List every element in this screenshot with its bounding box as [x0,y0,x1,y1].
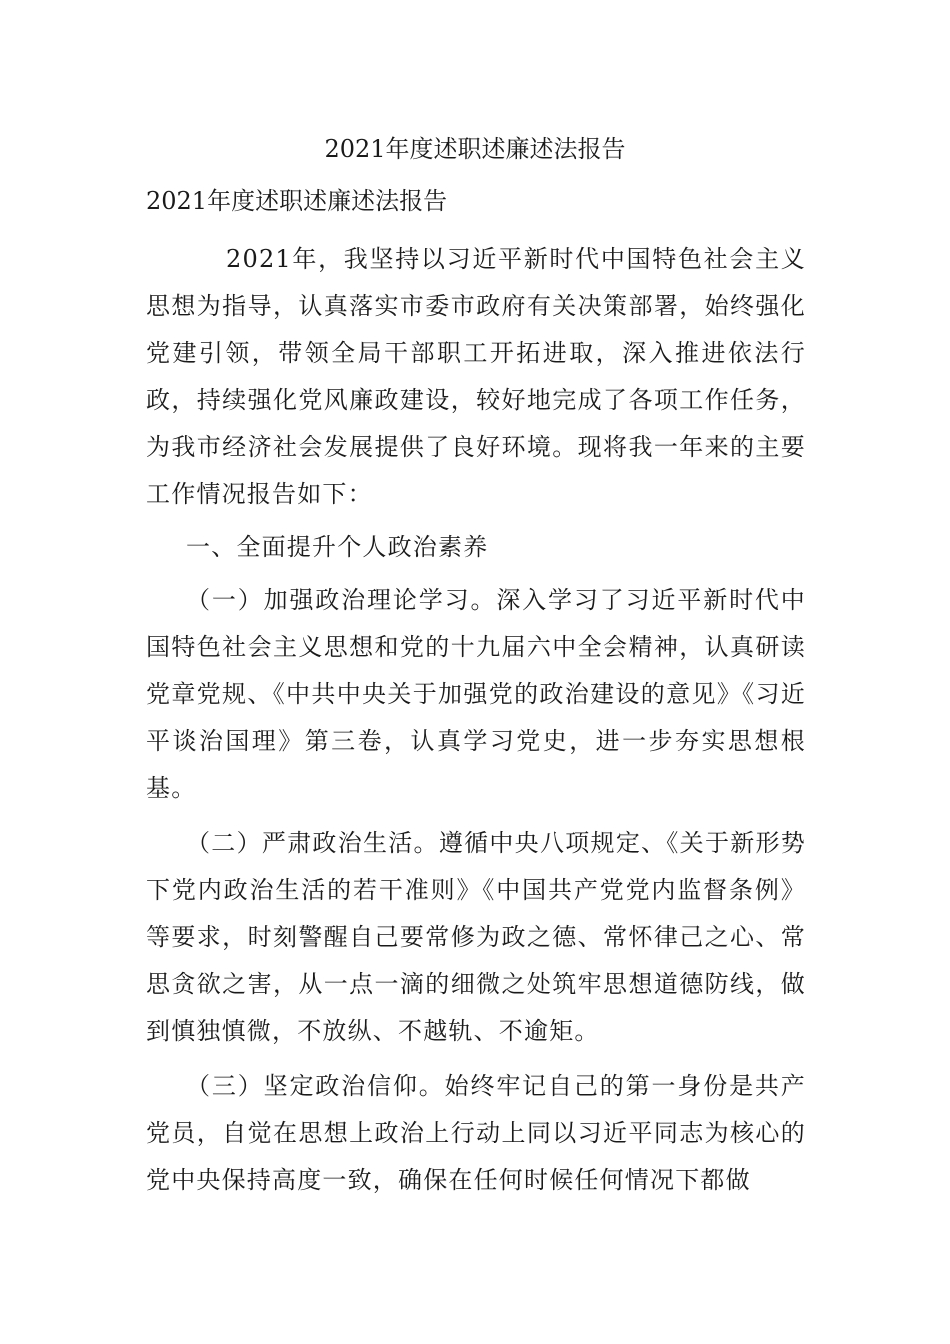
section-item-1: （一）加强政治理论学习。深入学习了习近平新时代中国特色社会主义思想和党的十九届六中全会精神，认真研读党章党规、《中共中央关于加强党的政治建设的意见》《习近平谈治国理》第三卷，认真学习党史，进一步夯实思想根基。 [146,586,806,802]
document-title: 2021年度述职述廉述法报告 [324,135,626,163]
document-subtitle: 2021年度述职述廉述法报告 [146,187,448,215]
section-item-2: （二）严肃政治生活。遵循中央八项规定、《关于新形势下党内政治生活的若干准则》《中国共产党党内监督条例》等要求，时刻警醒自己要常修为政之德、常怀律己之心、常思贪欲之害，从一点一滴的细微之处筑牢思想道德防线，做到慎独慎微，不放纵、不越轨、不逾矩。 [146,829,806,1045]
document-body [146,236,806,1204]
section-heading-1: 一、全面提升个人政治素养 [186,533,489,561]
section-item-3: （三）坚定政治信仰。始终牢记自己的第一身份是共产党员，自觉在思想上政治上行动上同以习近平同志为核心的党中央保持高度一致，确保在任何时候任何情况下都做 [146,1072,806,1194]
intro-paragraph: 2021年，我坚持以习近平新时代中国特色社会主义思想为指导，认真落实市委市政府有关决策部署，始终强化党建引领，带领全局干部职工开拓进取，深入推进依法行政，持续强化党风廉政建设，较好地完成了各项工作任务，为我市经济社会发展提供了良好环境。现将我一年来的主要工作情况报告如下： [146,245,806,508]
